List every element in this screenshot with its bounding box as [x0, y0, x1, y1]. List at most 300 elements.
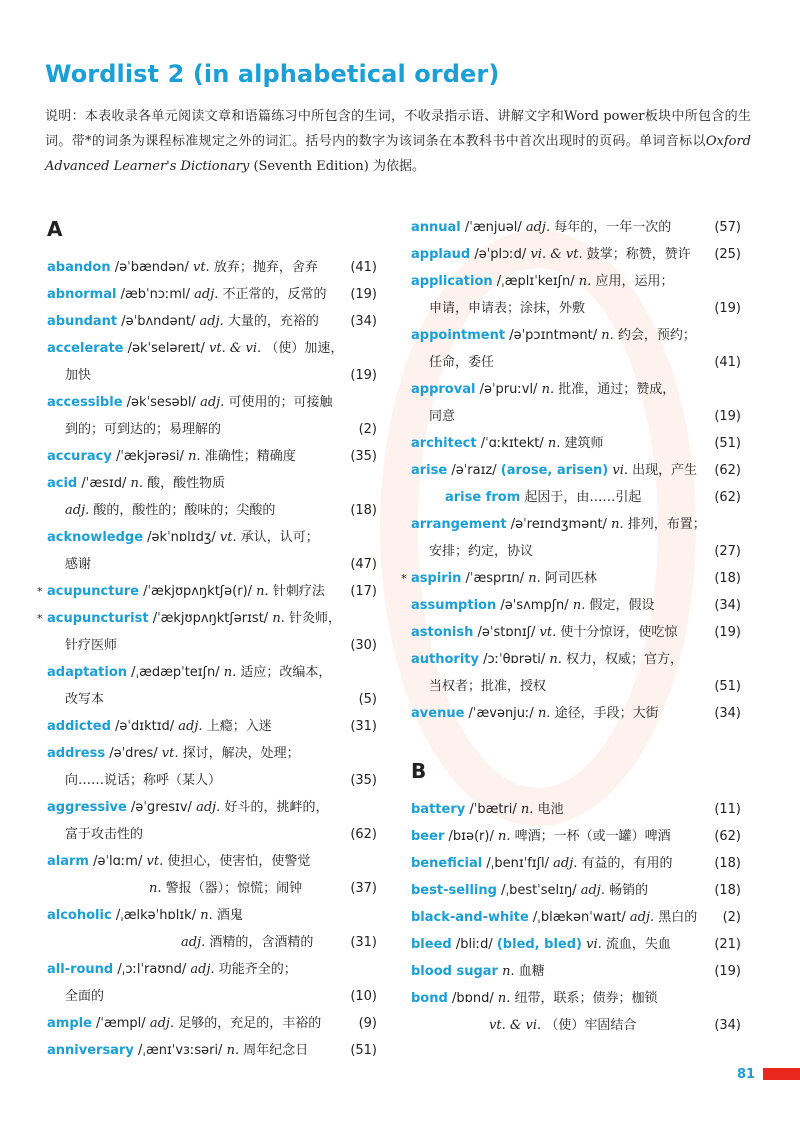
definition: 探讨，解决，处理； — [182, 746, 300, 761]
wordlist-entry — [411, 850, 741, 877]
part-of-speech: vt. — [161, 746, 179, 761]
page-reference: (19) — [714, 625, 741, 640]
definition: 承认，认可； — [240, 530, 319, 545]
entry-continuation-line — [411, 1012, 741, 1039]
definition: 鼓掌；称赞，赞许 — [586, 247, 691, 262]
entry-line — [37, 578, 377, 605]
entry-line — [411, 796, 741, 823]
headword: black-and-white — [411, 910, 529, 925]
entry-line — [411, 850, 741, 877]
page-reference: (41) — [714, 355, 741, 370]
part-of-speech: adj. — [199, 314, 224, 329]
dictionary-title: Oxford Advanced Learner's Dictionary — [45, 134, 751, 174]
entry-line — [411, 823, 741, 850]
definition: 建筑师 — [564, 436, 604, 451]
headword: abundant — [47, 314, 118, 329]
wordlist-entry — [47, 281, 377, 308]
entry-line — [47, 308, 377, 335]
page-reference: (57) — [714, 220, 741, 235]
headword: approval — [411, 382, 476, 397]
definition: 功能齐全的； — [218, 962, 297, 977]
definition: 上瘾；入迷 — [206, 719, 272, 734]
definition: 纽带，联系；债券；枷锁 — [514, 991, 658, 1006]
page-reference: (2) — [722, 910, 741, 925]
page-reference: (62) — [350, 827, 377, 842]
phonetic: /ˌblækənˈwaɪt/ — [532, 910, 626, 925]
entry-line — [47, 956, 377, 983]
wordlist-entry — [47, 524, 377, 578]
wordlist-entry — [47, 254, 377, 281]
page-reference: (25) — [714, 247, 741, 262]
entry-line — [47, 335, 377, 362]
headword: application — [411, 274, 493, 289]
definition: 啤酒；一杯（或一罐）啤酒 — [514, 829, 671, 844]
phonetic: /ˌænɪˈvɜːsəri/ — [137, 1043, 223, 1058]
definition: 足够的，充足的，丰裕的 — [178, 1016, 322, 1031]
entry-continuation-line — [411, 673, 741, 700]
page-reference: (11) — [714, 802, 741, 817]
definition: 假定，假设 — [589, 598, 655, 613]
definition: 不正常的，反常的 — [222, 287, 327, 302]
part-of-speech: adj. — [629, 910, 655, 925]
definition: 到的；可到达的；易理解的 — [65, 422, 222, 437]
wordlist-entry — [411, 268, 741, 322]
wordlist-entry — [47, 956, 377, 1010]
headword: alcoholic — [47, 908, 112, 923]
page-reference: (51) — [714, 679, 741, 694]
definition: 约会，预约； — [617, 328, 696, 343]
headword: acupuncturist — [47, 611, 149, 626]
entry-line — [411, 241, 741, 268]
entry-continuation-line — [47, 767, 377, 794]
entry-line — [411, 619, 741, 646]
part-of-speech: n. — [130, 476, 144, 491]
page-reference: (10) — [350, 989, 377, 1004]
part-of-speech: n. — [520, 802, 534, 817]
part-of-speech: vt. & vi. — [209, 341, 262, 356]
entry-line — [411, 904, 741, 931]
extra-vocab-marker: * — [37, 612, 43, 625]
definition: 加快 — [65, 368, 92, 383]
part-of-speech: vt. — [219, 530, 237, 545]
phonetic: /ˌælkəˈhɒlɪk/ — [115, 908, 197, 923]
definition: 酸，酸性物质 — [147, 476, 226, 491]
page-reference: (34) — [714, 706, 741, 721]
part-of-speech: vt. — [192, 260, 210, 275]
entry-line — [411, 700, 741, 727]
part-of-speech: vt. — [539, 625, 557, 640]
definition: 血糖 — [518, 964, 545, 979]
wordlist-entry — [411, 592, 741, 619]
definition: 针灸师， — [288, 611, 341, 626]
wordlist-entry — [47, 713, 377, 740]
entry-continuation-line — [47, 632, 377, 659]
definition: 全面的 — [65, 989, 105, 1004]
definition: 针疗医师 — [65, 638, 118, 653]
phonetic: /əˈdɪktɪd/ — [115, 719, 175, 734]
headword: anniversary — [47, 1043, 134, 1058]
page-reference: (19) — [350, 287, 377, 302]
headword: acupuncture — [47, 584, 139, 599]
entry-line — [47, 740, 377, 767]
definition: （使）加速， — [265, 341, 344, 356]
entry-line — [47, 848, 377, 875]
part-of-speech: n. — [578, 274, 592, 289]
entry-line — [47, 254, 377, 281]
definition: 改写本 — [65, 692, 105, 707]
page-number-bar — [763, 1068, 800, 1080]
phonetic: /ˈækjʊpʌŋktʃərɪst/ — [152, 611, 269, 626]
definition: 排列，布置； — [627, 517, 706, 532]
phonetic: /ˈæsɪd/ — [81, 476, 127, 491]
definition: 任命，委任 — [429, 355, 495, 370]
part-of-speech: n. — [541, 382, 555, 397]
part-of-speech: n. — [149, 881, 162, 896]
page-reference: (19) — [714, 964, 741, 979]
page-reference: (21) — [714, 937, 741, 952]
definition: 感谢 — [65, 557, 92, 572]
entry-continuation-line — [47, 821, 377, 848]
wordlist-entry — [411, 877, 741, 904]
definition: 申请，申请表；涂抹，外敷 — [429, 301, 586, 316]
entry-line — [411, 931, 741, 958]
part-of-speech: n. — [502, 964, 515, 979]
page-reference: (17) — [350, 584, 377, 599]
phonetic: /əˈplɔːd/ — [474, 247, 527, 262]
definition: 每年的，一年一次的 — [554, 220, 672, 235]
wordlist-entry — [411, 322, 741, 376]
headword: aggressive — [47, 800, 127, 815]
headword: alarm — [47, 854, 89, 869]
phonetic: /ˈɑːkɪtekt/ — [480, 436, 544, 451]
wordlist-entry — [37, 578, 377, 605]
page-reference: (41) — [350, 260, 377, 275]
wordlist-entry — [47, 848, 377, 902]
definition: 向……说话；称呼（某人） — [65, 773, 222, 788]
headword: bond — [411, 991, 448, 1006]
definition: 酒鬼 — [216, 908, 243, 923]
definition: 权力，权威；官方， — [566, 652, 684, 667]
entry-continuation-line — [47, 416, 377, 443]
entry-line — [411, 322, 741, 349]
entry-line — [37, 605, 377, 632]
definition: 畅销的 — [609, 883, 649, 898]
headword: accessible — [47, 395, 123, 410]
entry-continuation-line — [47, 551, 377, 578]
phonetic: /əˈbʌndənt/ — [121, 314, 196, 329]
part-of-speech: n. — [188, 449, 201, 464]
part-of-speech: n. — [497, 829, 511, 844]
definition: 同意 — [429, 409, 456, 424]
definition: 安排；约定，协议 — [429, 544, 534, 559]
definition: 富于攻击性的 — [65, 827, 144, 842]
entry-line — [47, 524, 377, 551]
wordlist-entry — [47, 902, 377, 956]
page-reference: (62) — [714, 829, 741, 844]
page-reference: (35) — [350, 449, 377, 464]
column-left — [37, 216, 377, 1064]
entry-line — [411, 877, 741, 904]
part-of-speech: n. — [572, 598, 586, 613]
wordlist-entry — [411, 511, 741, 565]
definition: 准确性；精确度 — [204, 449, 296, 464]
entry-line — [47, 443, 377, 470]
part-of-speech: adj. — [200, 395, 225, 410]
verb-forms: (bled, bled) — [496, 937, 582, 952]
phonetic: /əˈstɒnɪʃ/ — [477, 625, 536, 640]
headword: blood sugar — [411, 964, 498, 979]
page-reference: (2) — [358, 422, 377, 437]
page-reference: (37) — [350, 881, 377, 896]
phonetic: /ˈæsprɪn/ — [465, 571, 525, 586]
part-of-speech: n. — [256, 584, 269, 599]
wordlist-entry — [47, 389, 377, 443]
sub-headword: arise from — [445, 490, 521, 505]
phonetic: /bɪə(r)/ — [448, 829, 494, 844]
headword: annual — [411, 220, 461, 235]
wordlist-entry — [411, 823, 741, 850]
phonetic: /əkˈnɒlɪdʒ/ — [147, 530, 216, 545]
phonetic: /ˈænjuəl/ — [464, 220, 522, 235]
note-text-2: (Seventh Edition) 为依据。 — [249, 159, 426, 174]
definition: 周年纪念日 — [243, 1043, 309, 1058]
entry-line — [411, 985, 741, 1012]
extra-vocab-marker: * — [37, 585, 43, 598]
entry-line — [47, 794, 377, 821]
wordlist-entry — [47, 1010, 377, 1037]
definition: 当权者；批准，授权 — [429, 679, 547, 694]
entry-line — [47, 389, 377, 416]
part-of-speech: n. — [497, 991, 511, 1006]
page-reference: (31) — [350, 935, 377, 950]
page-reference: (35) — [350, 773, 377, 788]
headword: assumption — [411, 598, 497, 613]
page-reference: (9) — [358, 1016, 377, 1031]
definition: 电池 — [537, 802, 564, 817]
headword: acknowledge — [47, 530, 144, 545]
definition: 黑白的 — [658, 910, 698, 925]
headword: aspirin — [411, 571, 462, 586]
definition: 警报（器）；惊慌；闹钟 — [165, 881, 303, 896]
entry-line — [411, 430, 741, 457]
entry-continuation-line — [47, 929, 377, 956]
headword: applaud — [411, 247, 471, 262]
entry-line — [47, 1037, 377, 1064]
phonetic: /əˈreɪndʒmənt/ — [510, 517, 607, 532]
page-reference: (47) — [350, 557, 377, 572]
headword: abandon — [47, 260, 111, 275]
headword: beneficial — [411, 856, 483, 871]
page-reference: (19) — [714, 301, 741, 316]
headword: battery — [411, 802, 466, 817]
page-reference: (19) — [714, 409, 741, 424]
definition: 酒精的，含酒精的 — [209, 935, 314, 950]
headword: beer — [411, 829, 445, 844]
page-title: Wordlist 2 (in alphabetical order) — [45, 60, 500, 88]
entry-continuation-line — [47, 362, 377, 389]
wordlist-entry — [411, 241, 741, 268]
definition: 使十分惊讶，使吃惊 — [560, 625, 678, 640]
part-of-speech: n. — [537, 706, 551, 721]
part-of-speech: adj. — [196, 800, 221, 815]
part-of-speech: vi. & vt. — [530, 247, 583, 262]
phonetic: /əˈdres/ — [109, 746, 158, 761]
page-reference: (19) — [350, 368, 377, 383]
phonetic: /bɒnd/ — [451, 991, 494, 1006]
wordlist-entry — [411, 214, 741, 241]
entry-continuation-line — [411, 538, 741, 565]
section-letter-b: B — [411, 759, 427, 783]
headword: acid — [47, 476, 78, 491]
page-reference: (34) — [714, 1018, 741, 1033]
wordlist-entry — [411, 985, 741, 1039]
definition: 使担心，使害怕，使警觉 — [167, 854, 311, 869]
part-of-speech: n. — [200, 908, 213, 923]
section-letter-a: A — [47, 217, 63, 241]
headword: arrangement — [411, 517, 507, 532]
entry-continuation-line — [47, 875, 377, 902]
part-of-speech: adj. — [149, 1016, 175, 1031]
phonetic: /əˈpruːvl/ — [479, 382, 538, 397]
page-reference: (62) — [714, 463, 741, 478]
part-of-speech: adj. — [65, 503, 90, 518]
entry-line — [47, 470, 377, 497]
wordlist-entry — [47, 335, 377, 389]
wordlist-entry — [411, 457, 741, 511]
entry-continuation-line — [411, 403, 741, 430]
entry-line — [47, 281, 377, 308]
page-reference: (51) — [714, 436, 741, 451]
entry-line — [411, 268, 741, 295]
page-reference: (5) — [358, 692, 377, 707]
definition: 批准，通过；赞成， — [558, 382, 676, 397]
entry-line — [411, 646, 741, 673]
definition: 酸的，酸性的；酸味的；尖酸的 — [93, 503, 276, 518]
phonetic: /ˌæplɪˈkeɪʃn/ — [496, 274, 575, 289]
entry-line — [411, 592, 741, 619]
entry-line — [47, 902, 377, 929]
wordlist-entry — [47, 443, 377, 470]
definition: 阿司匹林 — [544, 571, 597, 586]
phonetic: /ˈæmpl/ — [96, 1016, 146, 1031]
phonetic: /ˈækjʊpʌŋktʃə(r)/ — [143, 584, 253, 599]
page-number: 81 — [737, 1067, 756, 1082]
entry-continuation-line — [47, 686, 377, 713]
part-of-speech: n. — [601, 328, 614, 343]
wordlist-entry — [411, 619, 741, 646]
wordlist-entry — [411, 430, 741, 457]
part-of-speech: adj. — [181, 935, 206, 950]
page-reference: (18) — [714, 883, 741, 898]
part-of-speech: adj. — [194, 287, 219, 302]
headword: architect — [411, 436, 477, 451]
headword: accuracy — [47, 449, 112, 464]
headword: authority — [411, 652, 479, 667]
definition: 起因于，由……引起 — [524, 490, 642, 505]
part-of-speech: n. — [223, 665, 237, 680]
phonetic: /əˈraɪz/ — [451, 463, 497, 478]
wordlist-entry — [401, 565, 741, 592]
definition: 好斗的，挑衅的， — [224, 800, 329, 815]
phonetic: /ˌædæpˈteɪʃn/ — [131, 665, 220, 680]
phonetic: /əkˈseləreɪt/ — [127, 341, 205, 356]
entry-continuation-line — [411, 484, 741, 511]
entry-continuation-line — [411, 295, 741, 322]
wordlist-entry — [47, 470, 377, 524]
headword: bleed — [411, 937, 452, 952]
phonetic: /əˈlɑːm/ — [93, 854, 143, 869]
entry-line — [411, 214, 741, 241]
part-of-speech: adj. — [178, 719, 203, 734]
headword: abnormal — [47, 287, 117, 302]
note-text-1: 说明：本表收录各单元阅读文章和语篇练习中所包含的生词，不收录指示语、讲解文字和Word power板块中所包含的生词。带*的词条为课程标准规定之外的词汇。括号内的数字为该词条在本教科书中首次出现时的页码。单词音标以 — [45, 109, 751, 149]
wordlist-entry — [411, 700, 741, 727]
headword: adaptation — [47, 665, 127, 680]
part-of-speech: vt. — [146, 854, 164, 869]
definition: 适应；改编本， — [240, 665, 332, 680]
page-reference: (31) — [350, 719, 377, 734]
entry-line — [411, 376, 741, 403]
definition: 大量的，充裕的 — [227, 314, 319, 329]
phonetic: /ˈbætri/ — [469, 802, 517, 817]
part-of-speech: vi. — [586, 937, 602, 952]
phonetic: /əˈsʌmpʃn/ — [500, 598, 569, 613]
part-of-speech: n. — [611, 517, 624, 532]
part-of-speech: adj. — [190, 962, 215, 977]
wordlist-entry — [47, 1037, 377, 1064]
entry-continuation-line — [411, 349, 741, 376]
part-of-speech: n. — [528, 571, 541, 586]
wordlist-entry — [411, 904, 741, 931]
page-reference: (30) — [350, 638, 377, 653]
part-of-speech: n. — [226, 1043, 240, 1058]
headword: astonish — [411, 625, 474, 640]
headword: all-round — [47, 962, 114, 977]
column-right — [401, 214, 741, 1039]
wordlist-entry — [411, 796, 741, 823]
headword: ample — [47, 1016, 92, 1031]
page-reference: (51) — [350, 1043, 377, 1058]
definition: 应用，运用； — [595, 274, 674, 289]
wordlist-entry — [411, 376, 741, 430]
wordlist-entry — [411, 646, 741, 700]
headword: accelerate — [47, 341, 124, 356]
phonetic: /ˌbenɪˈfɪʃl/ — [486, 856, 549, 871]
entry-line — [47, 713, 377, 740]
verb-forms: (arose, arisen) — [500, 463, 609, 478]
entry-continuation-line — [47, 983, 377, 1010]
wordlist-entry — [411, 931, 741, 958]
page-reference: (18) — [350, 503, 377, 518]
entry-line — [411, 958, 741, 985]
page-reference: (62) — [714, 490, 741, 505]
headword: appointment — [411, 328, 506, 343]
entry-line — [411, 511, 741, 538]
phonetic: /ˈævənjuː/ — [468, 706, 534, 721]
page-reference: (18) — [714, 571, 741, 586]
page-reference: (34) — [350, 314, 377, 329]
phonetic: /əkˈsesəbl/ — [126, 395, 196, 410]
phonetic: /əˈbændən/ — [114, 260, 189, 275]
part-of-speech: adj. — [580, 883, 605, 898]
wordlist-entry — [37, 605, 377, 659]
wordlist-entry — [411, 958, 741, 985]
part-of-speech: n. — [549, 652, 562, 667]
page-reference: (34) — [714, 598, 741, 613]
definition: （使）牢固结合 — [545, 1018, 637, 1033]
definition: 出现，产生 — [632, 463, 698, 478]
headword: arise — [411, 463, 448, 478]
